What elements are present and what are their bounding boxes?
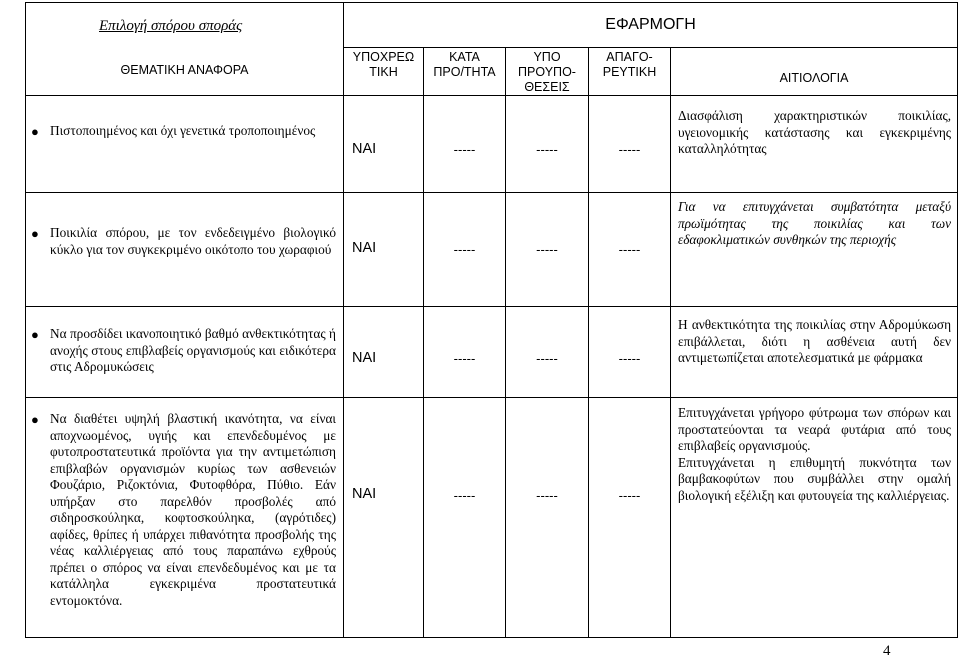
conditional-value: ----- — [506, 96, 589, 193]
reason-text — [678, 398, 951, 504]
bullet-icon: ● — [31, 226, 39, 241]
prohibited-value: ----- — [589, 193, 671, 307]
criterion-cell — [26, 96, 344, 193]
conditional-value: ----- — [506, 307, 589, 398]
reason-paragraph: Επιτυγχάνεται γρήγορο φύτρωμα των σπόρων και προστατεύονται τα νεαρά φυτάρια από τους επιβλαβείς οργανισμούς. — [678, 405, 952, 453]
col-reason-label: ΑΙΤΙΟΛΟΓΙΑ — [779, 71, 849, 85]
prohibited-value: ----- — [589, 96, 671, 193]
reason-text: Για να επιτυγχάνεται συμβατότητα μεταξύ πρωϊμότητας της ποικιλίας και των εδαφοκλιματικών συνθηκών της περιοχής — [678, 199, 952, 247]
prohibited-value: ----- — [589, 398, 671, 638]
reason-text: Διασφάλιση χαρακτηριστικών ποικιλίας, υγειονομικής κατάστασης και εγκεκριμένης καταλληλότητας — [678, 108, 952, 156]
page-number: 4 — [883, 643, 891, 659]
conditional-value: ----- — [506, 398, 589, 638]
criterion-text: Να διαθέτει υψηλή βλαστική ικανότητα, να είναι αποχνωομένος, υγιής και επενδεδυμένος με φυτοπροστατευτικά προϊόντα για την αντιμετώπιση επιβλαβών οργανισμών κυρίως των ασθενειών Φουζάριο, Ριζοκτόνια, Φυτοφθόρα, Πύθιο. Εάν υπήρξαν στο παρελθόν προσβολές από σιδηροσκούληκα, κοφτοσκούληκα, (αγρότιδες) αφίδες, θρίπες ή υπάρχει πιθανότητα προσβολής της νέας καλλιέργειας από τους παραπάνω εχθρούς πρέπει ο σπόρος να είναι επενδεδυμένος και με τα κατάλληλα εγκεκριμένα προστατευτικά εντομοκτόνα. — [50, 411, 336, 608]
col-mandatory-header — [344, 48, 424, 96]
col-recommended-header — [424, 48, 506, 96]
application-header: ΕΦΑΡΜΟΓΗ — [344, 3, 958, 48]
reason-text: Η ανθεκτικότητα της ποικιλίας στην Αδρομύκωση επιβάλλεται, διότι η ασθένεια αυτή δεν αντιμετωπίζεται αποτελεσματικά με φάρμακα — [678, 317, 952, 365]
mandatory-value: ΝΑΙ — [344, 398, 424, 638]
col-mandatory-label: ΥΠΟΧΡΕΩ ΤΙΚΗ — [352, 50, 415, 79]
criterion-cell — [26, 398, 344, 638]
criterion-text: Ποικιλία σπόρου, με τον ενδεδειγμένο βιολογικό κύκλο για τον συγκεκριμένο οικότοπο του χωραφιού — [50, 225, 336, 257]
table-row — [26, 307, 958, 398]
mandatory-value: ΝΑΙ — [344, 193, 424, 307]
col-conditional-header — [506, 48, 589, 96]
bullet-icon: ● — [31, 412, 39, 427]
criterion-cell — [26, 193, 344, 307]
col-conditional-label: ΥΠΟ ΠΡΟΥΠΟ- ΘΕΣΕΙΣ — [518, 50, 576, 94]
reason-cell — [671, 96, 958, 193]
topic-header-cell — [26, 3, 344, 96]
bullet-icon: ● — [31, 327, 39, 342]
table-row — [26, 96, 958, 193]
criterion-text: Να προσδίδει ικανοποιητικό βαθμό ανθεκτικότητας ή ανοχής στους επιβλαβείς οργανισμούς και ειδικότερα στις Αδρομυκώσεις — [50, 326, 336, 374]
recommended-value: ----- — [424, 398, 506, 638]
recommended-value: ----- — [424, 307, 506, 398]
col-prohibited-label: ΑΠΑΓΟ- ΡΕΥΤΙΚΗ — [602, 50, 657, 79]
reason-paragraph: Επιτυγχάνεται η επιθυμητή πυκνότητα των βαμβακοφύτων που συμβάλλει στην ομαλή βιολογική εξέλιξη και φυτουγεία της καλλιέργειας. — [678, 454, 952, 503]
header-row-top — [26, 3, 958, 48]
reason-cell — [671, 398, 958, 638]
recommended-value: ----- — [424, 96, 506, 193]
practice-table — [25, 2, 958, 638]
reason-cell — [671, 307, 958, 398]
table-row — [26, 193, 958, 307]
criterion-text: Πιστοποιημένος και όχι γενετικά τροποποιημένος — [50, 123, 316, 138]
recommended-value: ----- — [424, 193, 506, 307]
col-recommended-label: ΚΑΤΑ ΠΡΟ/ΤΗΤΑ — [433, 50, 496, 79]
reason-cell — [671, 193, 958, 307]
mandatory-value: ΝΑΙ — [344, 307, 424, 398]
col-reason-header — [671, 48, 958, 96]
topic-link[interactable]: Επιλογή σπόρου σποράς — [99, 18, 243, 34]
conditional-value: ----- — [506, 193, 589, 307]
topic-label: ΘΕΜΑΤΙΚΗ ΑΝΑΦΟΡΑ — [120, 63, 249, 77]
col-prohibited-header — [589, 48, 671, 96]
bullet-icon: ● — [31, 124, 39, 139]
mandatory-value: ΝΑΙ — [344, 96, 424, 193]
table-row — [26, 398, 958, 638]
criterion-cell — [26, 307, 344, 398]
prohibited-value: ----- — [589, 307, 671, 398]
